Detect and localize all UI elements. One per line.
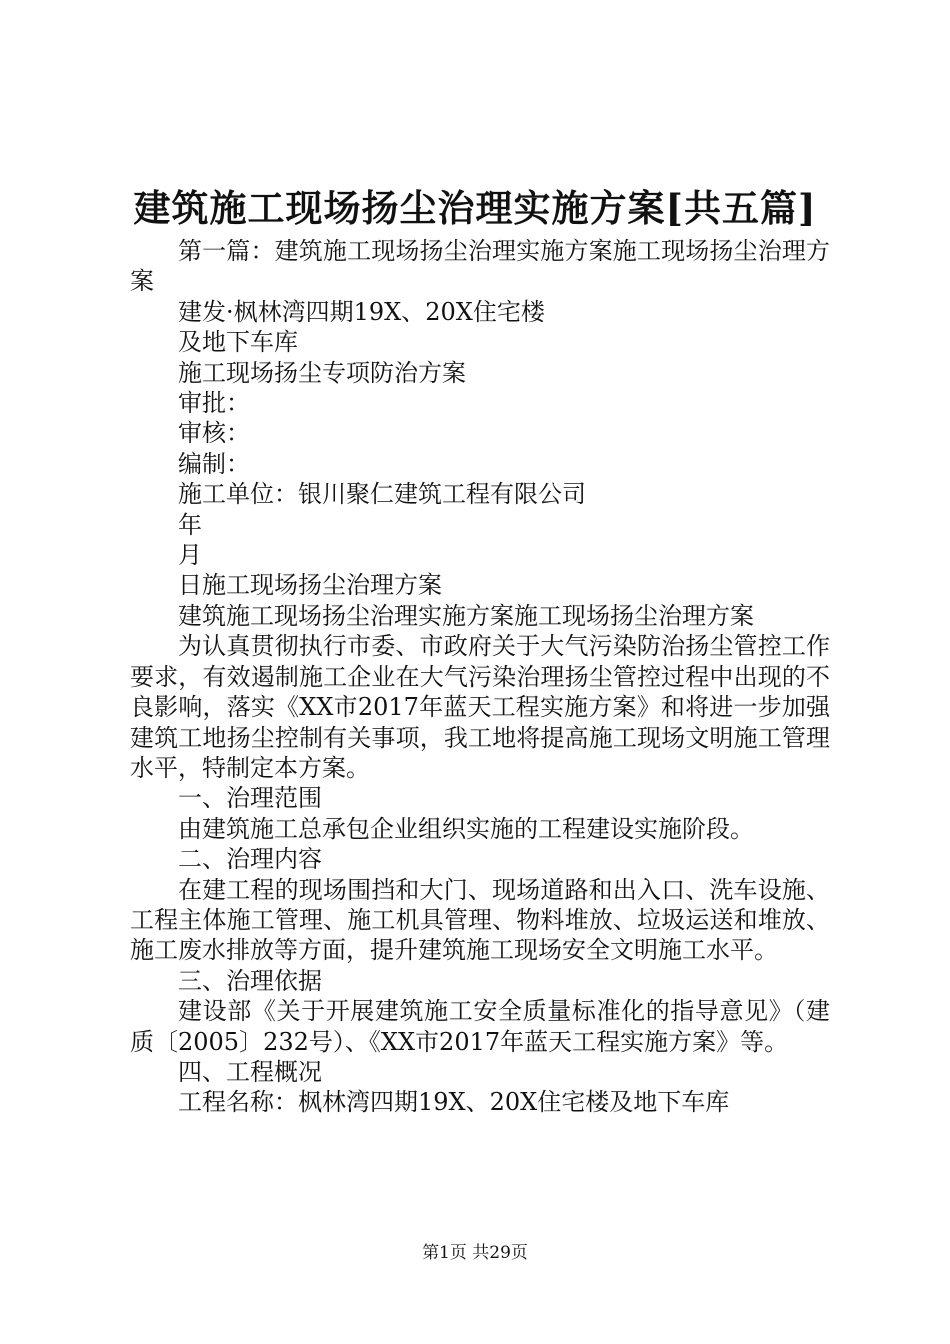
paragraph: 审核： xyxy=(178,419,250,448)
paragraph: 在建工程的现场围挡和大门、现场道路和出入口、洗车设施、工程主体施工管理、施工机具管理、物料堆放、垃圾运送和堆放、施工废水排放等方面，提升建筑施工现场安全文明施工水平。 xyxy=(130,875,830,965)
section-heading: 四、工程概况 xyxy=(178,1057,322,1086)
paragraph: 工程名称：枫林湾四期19X、20X住宅楼及地下车库 xyxy=(178,1088,730,1117)
paragraph: 施工现场扬尘专项防治方案 xyxy=(178,358,466,387)
document-body xyxy=(130,236,830,1118)
page-footer xyxy=(0,1242,950,1264)
paragraph: 建设部《关于开展建筑施工安全质量标准化的指导意见》（建质〔2005〕232号）、《XX市2017年蓝天工程实施方案》等。 xyxy=(130,997,830,1056)
paragraph: 年 xyxy=(178,510,202,539)
paragraph: 施工单位：银川聚仁建筑工程有限公司 xyxy=(178,480,586,509)
paragraph: 日施工现场扬尘治理方案 xyxy=(178,571,442,600)
page-number: 第1页 共29页 xyxy=(422,1243,528,1263)
section-heading: 一、治理范围 xyxy=(178,784,322,813)
paragraph: 为认真贯彻执行市委、市政府关于大气污染防治扬尘管控工作要求，有效遏制施工企业在大气污染治理扬尘管控过程中出现的不良影响，落实《XX市2017年蓝天工程实施方案》和将进一步加强建筑工地扬尘控制有关事项，我工地将提高施工现场文明施工管理水平，特制定本方案。 xyxy=(130,632,830,782)
paragraph: 由建筑施工总承包企业组织实施的工程建设实施阶段。 xyxy=(178,814,754,843)
paragraph: 及地下车库 xyxy=(178,328,298,357)
paragraph: 月 xyxy=(178,541,202,570)
section-heading: 三、治理依据 xyxy=(178,966,322,995)
paragraph: 建筑施工现场扬尘治理实施方案施工现场扬尘治理方案 xyxy=(178,601,754,630)
section-heading: 二、治理内容 xyxy=(178,845,322,874)
paragraph: 建发·枫林湾四期19X、20X住宅楼 xyxy=(178,297,545,326)
paragraph: 编制： xyxy=(178,449,250,478)
document-title: 建筑施工现场扬尘治理实施方案[共五篇] xyxy=(133,186,817,230)
paragraph: 审批： xyxy=(178,389,250,418)
paragraph: 第一篇：建筑施工现场扬尘治理实施方案施工现场扬尘治理方案 xyxy=(130,237,830,296)
